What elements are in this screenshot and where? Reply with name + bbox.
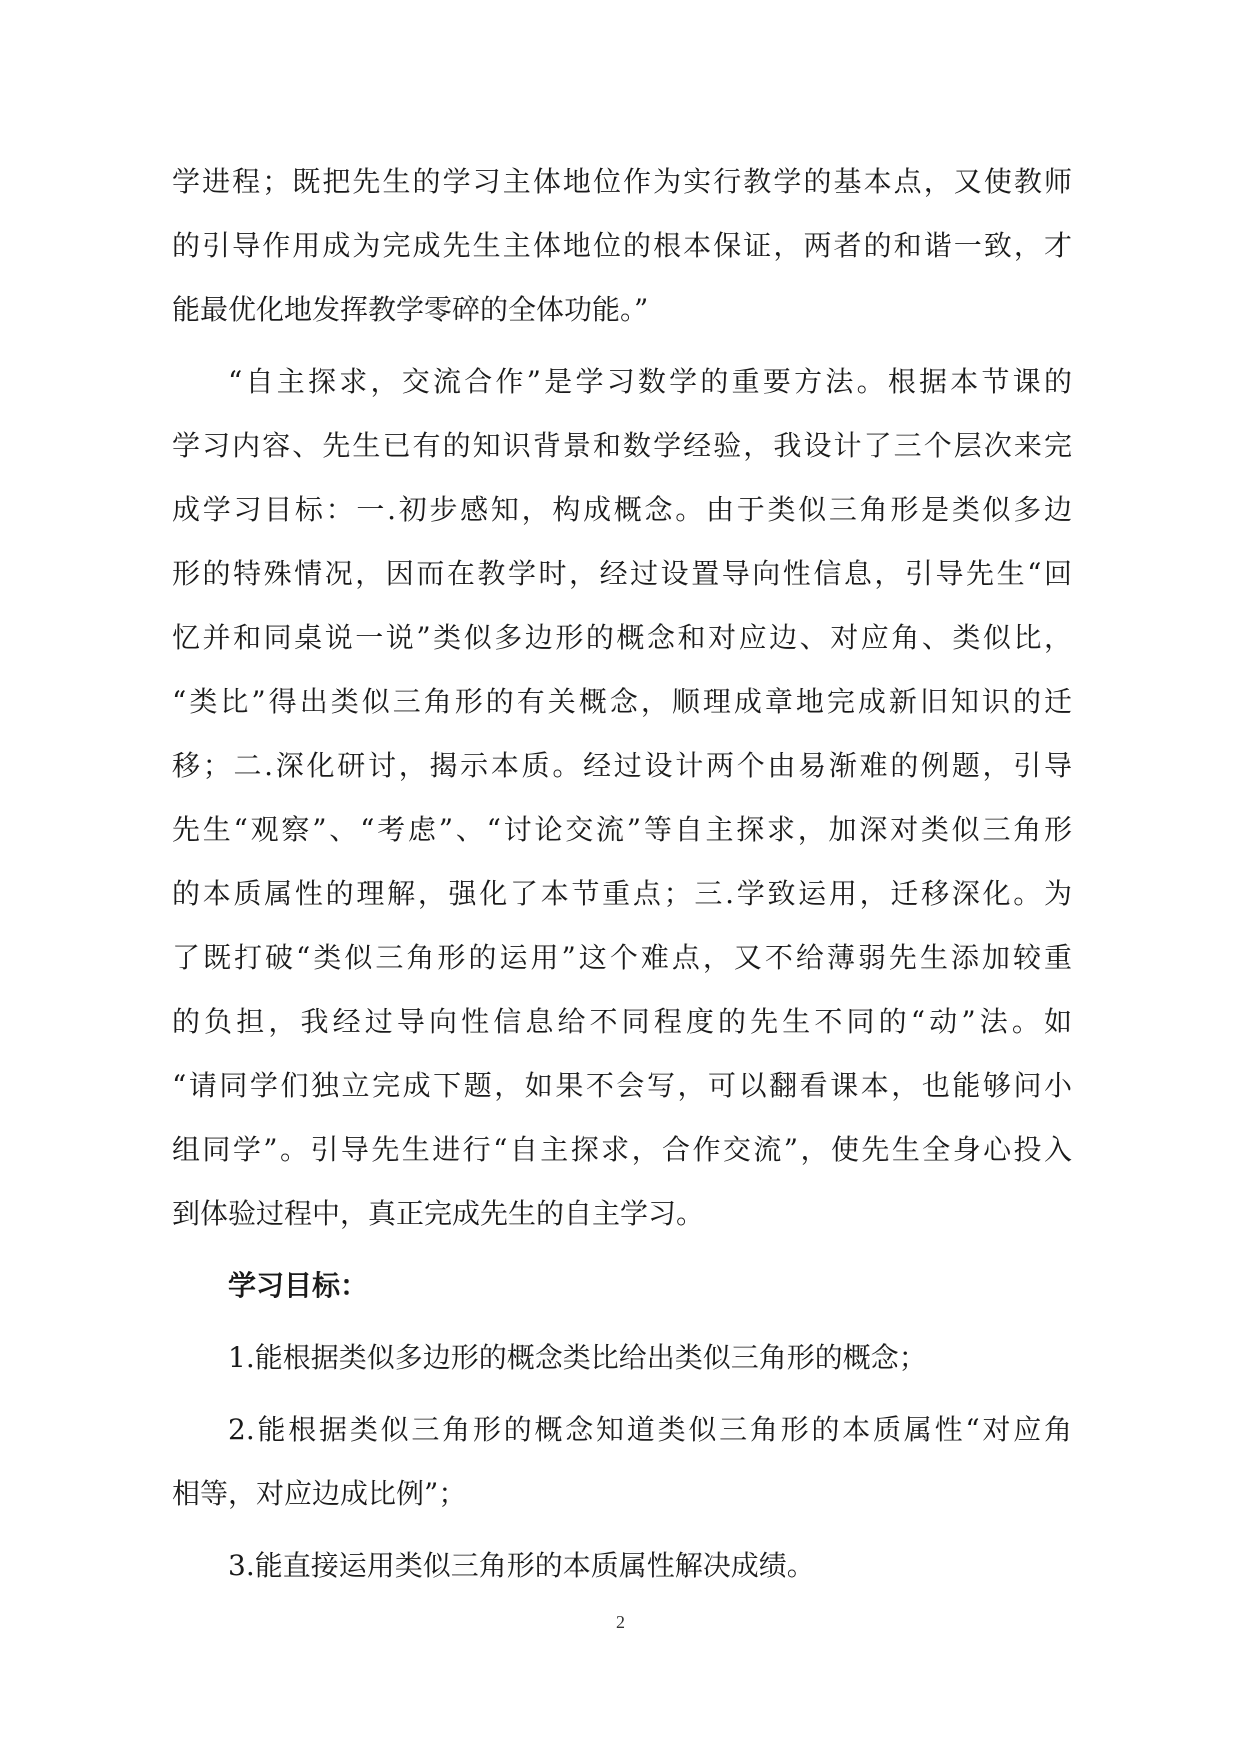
paragraph-line: 能最优化地发挥教学零碎的全体功能。” — [172, 293, 649, 326]
paragraph-line: “请同学们独立完成下题，如果不会写，可以翻看课本，也能够问小 — [172, 1069, 1072, 1102]
paragraph-line: 组同学”。引导先生进行“自主探求，合作交流”，使先生全身心投入 — [172, 1133, 1072, 1166]
paragraph-line: 忆并和同桌说一说”类似多边形的概念和对应边、对应角、类似比， — [172, 621, 1072, 654]
paragraph-line: 的本质属性的理解，强化了本节重点；三.学致运用，迁移深化。为 — [172, 877, 1072, 910]
paragraph-line: 移；二.深化研讨，揭示本质。经过设计两个由易渐难的例题，引导 — [172, 749, 1072, 782]
paragraph-line: 了既打破“类似三角形的运用”这个难点，又不给薄弱先生添加较重 — [172, 941, 1072, 974]
paragraph-line: 成学习目标：一.初步感知，构成概念。由于类似三角形是类似多边 — [172, 493, 1072, 526]
page-number: 2 — [616, 1612, 625, 1632]
paragraph-line: “自主探求，交流合作”是学习数学的重要方法。根据本节课的 — [228, 365, 1072, 398]
paragraph-line: 到体验过程中，真正完成先生的自主学习。 — [172, 1197, 705, 1230]
goal-item-2: 2.能根据类似三角形的概念知道类似三角形的本质属性“对应角 — [228, 1413, 1072, 1446]
paragraph-line: 学进程；既把先生的学习主体地位作为实行教学的基本点，又使教师 — [172, 165, 1072, 198]
paragraph-line: 学习内容、先生已有的知识背景和数学经验，我设计了三个层次来完 — [172, 429, 1072, 462]
paragraph-line: 先生“观察”、“考虑”、“讨论交流”等自主探求，加深对类似三角形 — [172, 813, 1072, 846]
goal-item-1: 1.能根据类似多边形的概念类比给出类似三角形的概念； — [228, 1341, 927, 1374]
paragraph-line: 的引导作用成为完成先生主体地位的根本保证，两者的和谐一致，才 — [172, 229, 1072, 262]
goal-item-2-continued: 相等，对应边成比例”； — [172, 1477, 467, 1510]
paragraph-line: 形的特殊情况，因而在教学时，经过设置导向性信息，引导先生“回 — [172, 557, 1072, 590]
paragraph-line: 的负担，我经过导向性信息给不同程度的先生不同的“动”法。如 — [172, 1005, 1072, 1038]
goal-item-3: 3.能直接运用类似三角形的本质属性解决成绩。 — [228, 1549, 815, 1582]
paragraph-line: “类比”得出类似三角形的有关概念，顺理成章地完成新旧知识的迁 — [172, 685, 1072, 718]
section-heading: 学习目标： — [228, 1269, 369, 1302]
document-body — [172, 150, 1072, 1598]
